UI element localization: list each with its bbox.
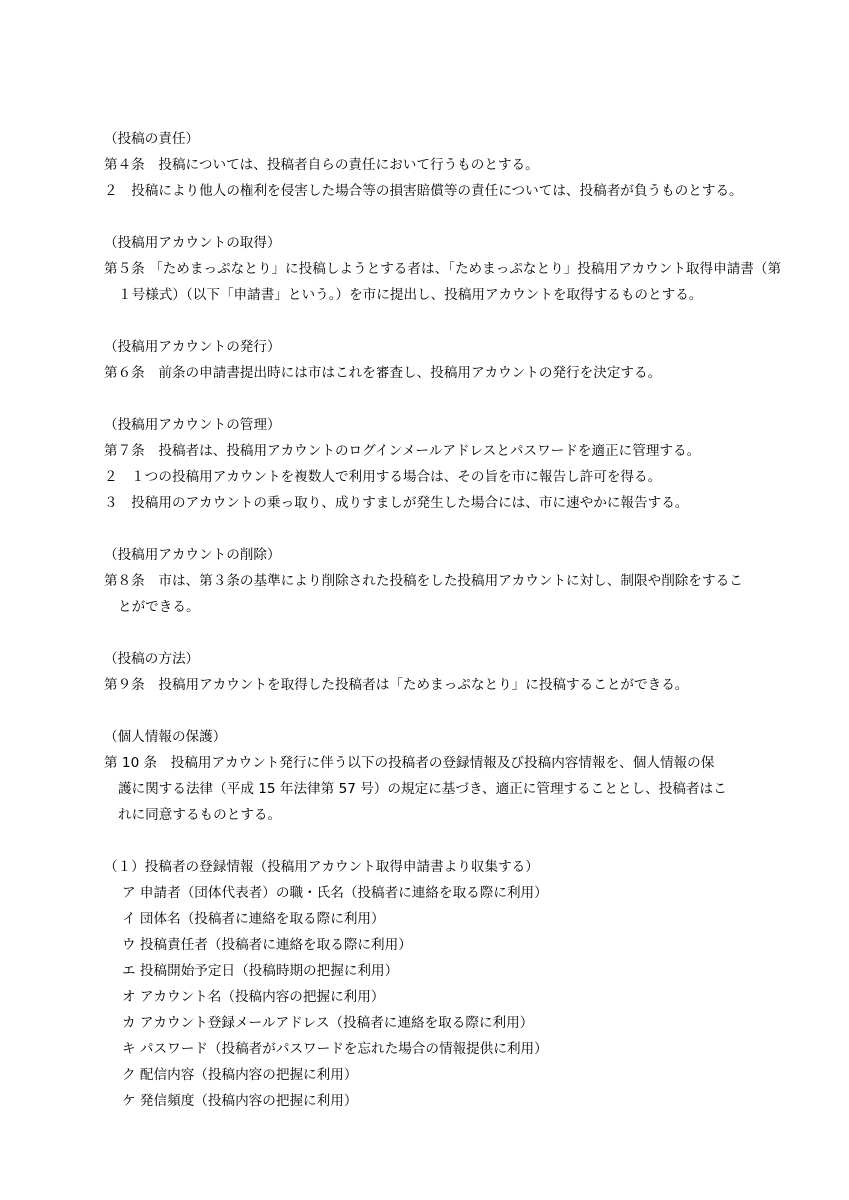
article-6-text: 第６条 前条の申請書提出時には市はこれを審査し、投稿用アカウントの発行を決定する。 — [104, 365, 662, 381]
article-7-paragraph-2: ２ １つの投稿用アカウントを複数人で利用する場合は、その旨を市に報告し許可を得る。 — [104, 469, 662, 485]
list-item: カ アカウント登録メールアドレス（投稿者に連絡を取る際に利用） — [122, 1015, 534, 1031]
article-8-text-continued: とができる。 — [118, 599, 200, 615]
article-10-text: 第 10 条 投稿用アカウント発行に伴う以下の投稿者の登録情報及び投稿内容情報を、個人情報の保 — [104, 755, 715, 771]
article-9-text: 第９条 投稿用アカウントを取得した投稿者は「ためまっぷなとり」に投稿することができる。 — [104, 677, 689, 693]
list-item: ク 配信内容（投稿内容の把握に利用） — [122, 1067, 358, 1083]
list-item: キ パスワード（投稿者がパスワードを忘れた場合の情報提供に利用） — [122, 1041, 548, 1057]
article-4-paragraph-2: ２ 投稿により他人の権利を侵害した場合等の損害賠償等の責任については、投稿者が負うものとする。 — [104, 183, 743, 199]
list-item: ア 申請者（団体代表者）の職・氏名（投稿者に連絡を取る際に利用） — [122, 885, 548, 901]
article-7-text: 第７条 投稿者は、投稿用アカウントのログインメールアドレスとパスワードを適正に管理する。 — [104, 443, 701, 459]
list-item: ケ 発信頻度（投稿内容の把握に利用） — [122, 1093, 358, 1109]
article-8-text: 第８条 市は、第３条の基準により削除された投稿をした投稿用アカウントに対し、制限や削除をするこ — [104, 573, 743, 589]
list-item: イ 団体名（投稿者に連絡を取る際に利用） — [122, 911, 385, 927]
article-4-text: 第４条 投稿については、投稿者自らの責任において行うものとする。 — [104, 157, 539, 173]
section-heading-account-acquisition: （投稿用アカウントの取得） — [104, 235, 281, 251]
section-heading-responsibility: （投稿の責任） — [104, 131, 200, 147]
article-7-paragraph-3: ３ 投稿用のアカウントの乗っ取り、成りすましが発生した場合には、市に速やかに報告する。 — [104, 495, 689, 511]
registration-info-heading: （１）投稿者の登録情報（投稿用アカウント取得申請書より収集する） — [104, 859, 539, 875]
article-10-text-continued-2: れに同意するものとする。 — [118, 807, 282, 823]
section-heading-account-management: （投稿用アカウントの管理） — [104, 417, 281, 433]
section-heading-posting-method: （投稿の方法） — [104, 651, 200, 667]
section-heading-privacy: （個人情報の保護） — [104, 729, 227, 745]
article-10-text-continued-1: 護に関する法律（平成 15 年法律第 57 号）の規定に基づき、適正に管理することとし、投稿者はこ — [118, 781, 727, 797]
section-heading-account-deletion: （投稿用アカウントの削除） — [104, 547, 281, 563]
section-heading-account-issuance: （投稿用アカウントの発行） — [104, 339, 281, 355]
list-item: エ 投稿開始予定日（投稿時期の把握に利用） — [122, 963, 399, 979]
article-5-text-continued: １号様式）（以下「申請書」という。）を市に提出し、投稿用アカウントを取得するものとする。 — [118, 287, 703, 303]
list-item: オ アカウント名（投稿内容の把握に利用） — [122, 989, 385, 1005]
article-5-text: 第５条 「ためまっぷなとり」に投稿しようとする者は、「ためまっぷなとり」投稿用アカウント取得申請書（第 — [104, 261, 782, 277]
list-item: ウ 投稿責任者（投稿者に連絡を取る際に利用） — [122, 937, 412, 953]
